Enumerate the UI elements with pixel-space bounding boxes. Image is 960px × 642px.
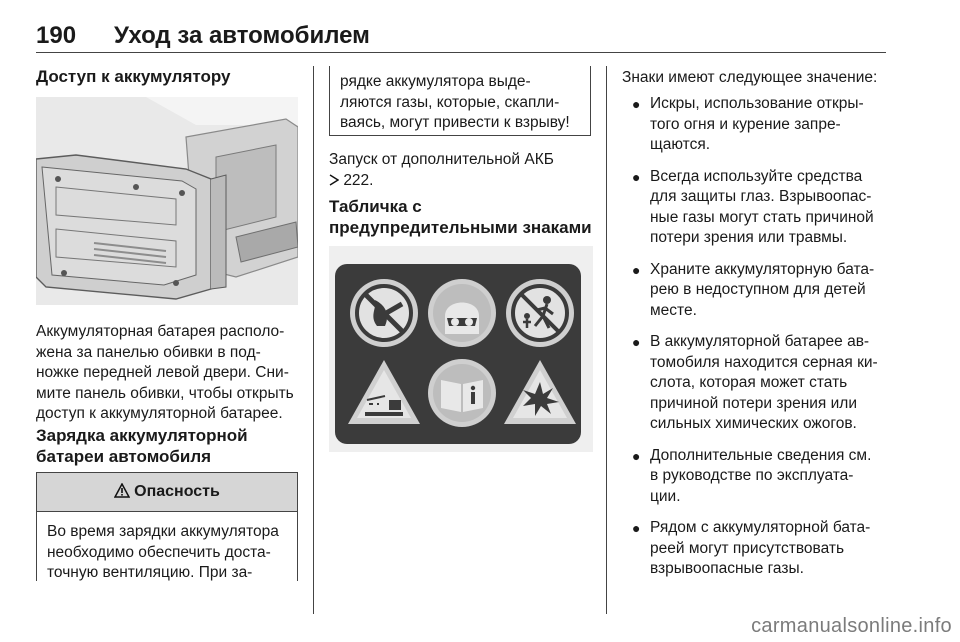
signs-meaning-intro: Знаки имеют следующее значение: <box>622 69 878 86</box>
list-item: ● Дополнительные сведения см. в руководстве по эксплуата- ции. <box>632 446 872 505</box>
explosion-hazard-icon <box>501 356 579 435</box>
danger-warning-header <box>37 473 297 512</box>
page-title: Уход за автомобилем <box>114 22 370 49</box>
warning-signs-panel <box>329 246 593 452</box>
bullet-icon: ● <box>632 447 641 464</box>
list-item: ● Храните аккумуляторную бата- рею в недоступном для детей месте. <box>632 260 875 319</box>
danger-warning-box <box>36 472 298 581</box>
bullet-icon: ● <box>632 96 641 112</box>
section-title-battery-charging: Зарядка аккумуляторной батареи автомобиля <box>36 426 248 466</box>
danger-warning-box-continued: рядке аккумулятора выде- ляются газы, которые, скапли- ваясь, могут привести к взрыву! <box>329 66 591 136</box>
keep-children-away-icon <box>503 276 577 355</box>
list-item: ● В аккумуляторной батарее ав- томобиля находится серная ки- слота, которая может стать причиной потери зрения или сильных химических ожогов. <box>632 333 878 432</box>
battery-access-illustration <box>36 97 298 305</box>
bullet-icon: ● <box>632 261 641 278</box>
list-item: ● Рядом с аккумуляторной бата- реей могут присутствовать взрывоопасные газы. <box>632 519 871 577</box>
column-divider-left <box>313 66 314 614</box>
section-title-warning-signs: Табличка с предупредительными знаками <box>329 197 592 237</box>
list-item: ● Искры, использование откры- того огня и курение запре- щаются. <box>632 95 864 153</box>
bullet-icon: ● <box>632 520 641 536</box>
list-item: ● Всегда используйте средства для защиты глаз. Взрывоопас- ные газы могут стать причиной потери зрения или травмы. <box>632 167 874 246</box>
read-manual-icon <box>425 356 499 435</box>
section-title-battery-access: Доступ к аккумулятору <box>36 67 231 86</box>
no-fire-icon <box>347 276 421 355</box>
corrosive-hazard-icon <box>345 356 423 435</box>
page-number: 190 <box>36 22 77 49</box>
signs-meaning-list <box>622 94 892 591</box>
bullet-icon: ● <box>632 168 641 185</box>
header-rule <box>36 52 886 53</box>
eye-protection-icon <box>425 276 499 355</box>
jump-start-reference: Запуск от дополнительной АКБ 222. <box>329 150 599 191</box>
danger-warning-title: Опасность <box>134 483 220 500</box>
door-step-panel-icon <box>36 97 298 305</box>
battery-access-paragraph: Аккумуляторная батарея располо- жена за панелью обивки в под- ножке передней левой двери. Сни- мите панель обивки, чтобы открыть доступ к аккумуляторной батарее. <box>36 323 294 422</box>
bullet-icon: ● <box>632 334 641 350</box>
warning-triangle-icon <box>114 475 130 513</box>
page-reference-arrow-icon <box>329 171 339 192</box>
watermark-text: carmanualsonline.info <box>751 615 952 637</box>
jump-start-page-link[interactable]: 222. <box>343 171 374 189</box>
danger-warning-text: Во время зарядки аккумулятора необходимо обеспечить доста- точную вентиляцию. При за- <box>47 523 279 581</box>
column-divider-right <box>606 66 607 614</box>
